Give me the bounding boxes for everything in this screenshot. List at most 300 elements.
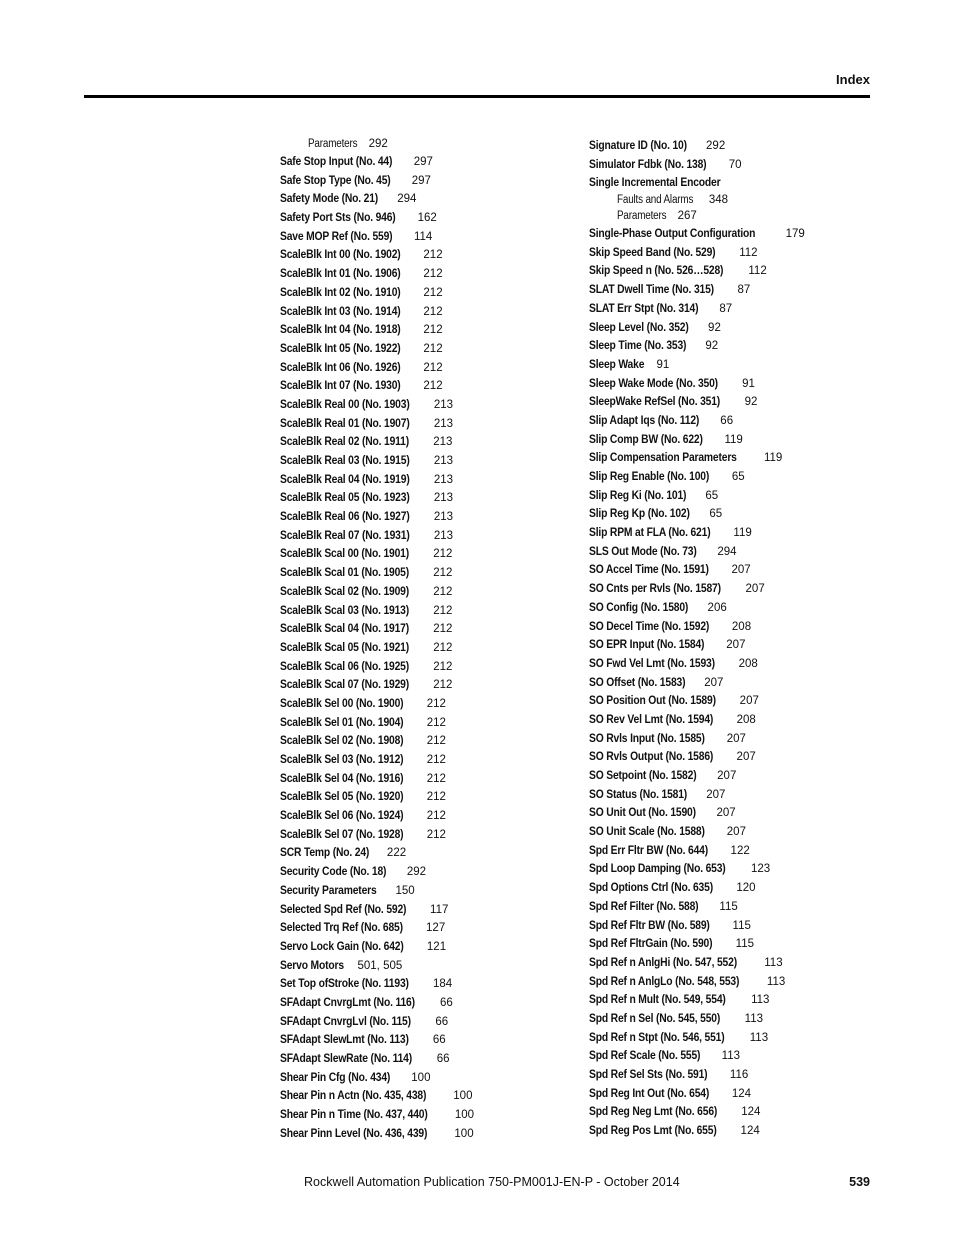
index-entry xyxy=(589,1065,889,1084)
index-entry xyxy=(589,822,889,841)
index-term: Simulator Fdbk (No. 138) xyxy=(589,156,707,171)
index-term: SO Offset (No. 1583) xyxy=(589,674,686,689)
index-page-ref[interactable]: 212 xyxy=(430,679,453,692)
index-term: Spd Ref Sel Sts (No. 591) xyxy=(589,1067,708,1081)
index-page-ref[interactable]: 212 xyxy=(423,810,446,823)
index-term: ScaleBlk Int 01 (No. 1906) xyxy=(280,266,401,281)
index-entry xyxy=(589,299,889,318)
index-page-ref[interactable]: 294 xyxy=(394,193,417,206)
index-term: ScaleBlk Real 05 (No. 1923) xyxy=(280,490,410,505)
index-page-ref[interactable]: 212 xyxy=(423,828,446,841)
index-page-ref[interactable]: 120 xyxy=(733,882,756,895)
index-page-ref[interactable]: 162 xyxy=(414,212,437,225)
index-page-ref[interactable]: 119 xyxy=(760,452,783,465)
index-term: SO Fwd Vel Lmt (No. 1593) xyxy=(589,655,715,670)
index-page-ref[interactable]: 212 xyxy=(420,268,443,281)
index-page-ref[interactable]: 212 xyxy=(420,324,443,337)
index-page-ref[interactable]: 212 xyxy=(423,697,446,710)
index-page-ref[interactable]: 91 xyxy=(653,358,670,371)
index-page-ref[interactable]: 292 xyxy=(702,140,726,152)
index-column-left xyxy=(280,136,580,1142)
index-entry xyxy=(589,224,889,243)
index-page-ref[interactable]: 112 xyxy=(745,265,767,278)
index-page-ref[interactable]: 114 xyxy=(410,230,433,243)
index-page-ref[interactable]: 121 xyxy=(423,940,447,953)
index-page-ref[interactable]: 65 xyxy=(702,489,719,502)
index-entry xyxy=(280,1049,580,1068)
index-term: Safety Port Sts (No. 946) xyxy=(280,210,396,225)
index-page-ref[interactable]: 117 xyxy=(426,903,449,916)
index-term: Security Code (No. 18) xyxy=(280,864,387,879)
index-entry xyxy=(280,937,580,956)
index-page-ref[interactable]: 92 xyxy=(704,321,721,334)
index-entry xyxy=(280,563,580,582)
index-term: ScaleBlk Sel 07 (No. 1928) xyxy=(280,826,404,841)
index-entry xyxy=(589,430,889,449)
index-term: Slip Reg Kp (No. 102) xyxy=(589,506,690,521)
index-page-ref[interactable]: 501, 505 xyxy=(354,959,403,972)
index-term: Spd Ref n AnlgLo (No. 548, 553) xyxy=(589,973,740,988)
index-term: Safe Stop Input (No. 44) xyxy=(280,154,393,168)
index-term: Faults and Alarms xyxy=(617,194,694,207)
index-page-ref[interactable]: 113 xyxy=(741,1012,763,1025)
index-entry xyxy=(589,617,889,636)
header-rule xyxy=(84,95,870,98)
index-term: ScaleBlk Sel 00 (No. 1900) xyxy=(280,695,404,710)
index-page-ref[interactable]: 212 xyxy=(420,342,443,355)
index-entry xyxy=(589,729,889,748)
index-page-ref[interactable]: 66 xyxy=(429,1034,446,1047)
index-page-ref[interactable]: 100 xyxy=(450,1090,473,1103)
index-entry xyxy=(280,1124,580,1143)
index-entry xyxy=(589,374,889,393)
index-entry xyxy=(589,953,889,972)
index-page-ref[interactable]: 66 xyxy=(436,996,453,1009)
index-entry xyxy=(589,1028,889,1047)
index-term: Spd Ref Fltr BW (No. 589) xyxy=(589,917,710,932)
index-entry xyxy=(280,544,580,563)
index-page-ref[interactable]: 212 xyxy=(430,641,453,654)
index-term: Parameters xyxy=(308,138,358,150)
index-term: SO Unit Scale (No. 1588) xyxy=(589,824,705,839)
index-entry xyxy=(280,189,580,208)
index-page-ref[interactable]: 91 xyxy=(738,377,755,390)
index-entry xyxy=(280,769,580,788)
index-entry xyxy=(280,582,580,601)
index-term: ScaleBlk Sel 05 (No. 1920) xyxy=(280,789,404,804)
index-page-ref[interactable]: 66 xyxy=(432,1015,449,1028)
index-page-ref[interactable]: 212 xyxy=(420,286,443,299)
index-entry xyxy=(589,785,889,804)
index-term: ScaleBlk Real 06 (No. 1927) xyxy=(280,509,410,524)
index-page-ref[interactable]: 294 xyxy=(714,545,737,558)
index-term: Shear Pin n Time (No. 437, 440) xyxy=(280,1107,428,1122)
index-page-ref[interactable]: 212 xyxy=(423,772,446,785)
index-term: Sleep Time (No. 353) xyxy=(589,338,687,353)
index-term: Sleep Wake xyxy=(589,356,645,371)
page-number: 539 xyxy=(849,1175,870,1189)
index-term: ScaleBlk Real 07 (No. 1931) xyxy=(280,527,410,542)
index-page-ref[interactable]: 212 xyxy=(430,548,453,561)
index-term: ScaleBlk Scal 05 (No. 1921) xyxy=(280,639,410,654)
index-entry xyxy=(589,280,889,299)
index-entry xyxy=(280,750,580,769)
index-page-ref[interactable]: 213 xyxy=(430,436,453,449)
index-page-ref[interactable]: 127 xyxy=(422,922,446,935)
index-page-ref[interactable]: 212 xyxy=(430,623,453,636)
index-page-ref[interactable]: 207 xyxy=(742,583,765,596)
index-entry xyxy=(280,432,580,451)
index-page-ref[interactable]: 213 xyxy=(430,398,454,411)
index-term: Skip Speed n (No. 526…528) xyxy=(589,263,724,278)
index-term: Spd Options Ctrl (No. 635) xyxy=(589,880,713,895)
index-term: SFAdapt SlewRate (No. 114) xyxy=(280,1051,413,1065)
index-term: Slip Adapt Iqs (No. 112) xyxy=(589,412,700,427)
index-term: SO Decel Time (No. 1592) xyxy=(589,618,710,633)
index-page-ref[interactable]: 179 xyxy=(782,228,805,241)
index-page-ref[interactable]: 100 xyxy=(451,1127,474,1140)
index-term: Servo Lock Gain (No. 642) xyxy=(280,938,404,953)
index-subentry xyxy=(589,208,889,224)
index-entry xyxy=(280,152,580,171)
index-term: ScaleBlk Int 04 (No. 1918) xyxy=(280,322,401,337)
index-entry xyxy=(589,859,889,878)
index-page-ref[interactable]: 213 xyxy=(430,455,454,467)
index-page-ref[interactable]: 213 xyxy=(430,492,454,505)
index-entry xyxy=(280,339,580,358)
index-entry xyxy=(280,1105,580,1124)
index-entry xyxy=(280,918,580,937)
index-term: SO Status (No. 1581) xyxy=(589,786,688,801)
index-term: ScaleBlk Real 01 (No. 1907) xyxy=(280,415,410,430)
index-entry xyxy=(589,990,889,1009)
index-page-ref[interactable]: 207 xyxy=(701,676,724,689)
index-page-ref[interactable]: 184 xyxy=(429,978,453,991)
index-page-ref[interactable]: 208 xyxy=(728,620,752,633)
index-entry xyxy=(589,504,889,523)
index-page-ref[interactable]: 119 xyxy=(721,433,743,446)
index-term: ScaleBlk Scal 03 (No. 1913) xyxy=(280,602,410,617)
index-entry xyxy=(280,862,580,881)
index-term: Spd Ref n AnlgHi (No. 547, 552) xyxy=(589,954,737,969)
index-page-ref[interactable]: 208 xyxy=(733,713,756,726)
index-entry xyxy=(280,806,580,825)
index-term: SO Unit Out (No. 1590) xyxy=(589,805,696,820)
index-page-ref[interactable]: 150 xyxy=(392,884,415,897)
index-term: Signature ID (No. 10) xyxy=(589,138,687,152)
index-term: SLS Out Mode (No. 73) xyxy=(589,543,697,558)
index-entry xyxy=(589,261,889,280)
index-entry xyxy=(589,523,889,542)
index-page-ref[interactable]: 112 xyxy=(736,246,758,259)
index-entry xyxy=(280,787,580,806)
index-term: ScaleBlk Int 02 (No. 1910) xyxy=(280,284,401,299)
index-term: ScaleBlk Scal 02 (No. 1909) xyxy=(280,583,410,598)
index-entry xyxy=(280,881,580,900)
index-entry xyxy=(589,916,889,935)
index-page-ref[interactable]: 213 xyxy=(430,511,454,524)
index-term: ScaleBlk Scal 07 (No. 1929) xyxy=(280,677,410,692)
index-entry xyxy=(589,173,889,192)
index-entry xyxy=(280,619,580,638)
index-page-ref[interactable]: 207 xyxy=(713,807,736,820)
index-term: Spd Ref n Mult (No. 549, 554) xyxy=(589,992,726,1007)
index-page-ref[interactable]: 65 xyxy=(728,471,745,483)
index-term: Selected Spd Ref (No. 592) xyxy=(280,901,407,916)
index-entry xyxy=(589,1121,889,1140)
index-term: ScaleBlk Scal 01 (No. 1905) xyxy=(280,565,410,580)
index-entry xyxy=(280,470,580,489)
index-entry xyxy=(280,657,580,676)
index-page-ref[interactable]: 212 xyxy=(420,361,443,374)
index-entry xyxy=(280,283,580,302)
index-column-right xyxy=(589,136,889,1140)
index-page-ref[interactable]: 113 xyxy=(747,994,770,1007)
index-term: SO Rvls Input (No. 1585) xyxy=(589,730,705,745)
index-term: ScaleBlk Int 07 (No. 1930) xyxy=(280,378,401,393)
index-entry xyxy=(280,993,580,1012)
index-page-ref[interactable]: 222 xyxy=(383,847,407,860)
index-entry xyxy=(589,355,889,374)
index-page-ref[interactable]: 100 xyxy=(451,1109,475,1122)
index-entry xyxy=(280,675,580,694)
index-page-ref[interactable]: 113 xyxy=(746,1031,769,1044)
index-term: Slip Compensation Parameters xyxy=(589,450,737,465)
index-term: SFAdapt CnvrgLvl (No. 115) xyxy=(280,1013,411,1028)
index-page-ref[interactable]: 92 xyxy=(741,396,758,409)
index-term: SO Position Out (No. 1589) xyxy=(589,693,716,708)
index-term: ScaleBlk Sel 03 (No. 1912) xyxy=(280,752,404,766)
index-subentry xyxy=(280,136,580,152)
index-term: ScaleBlk Real 02 (No. 1911) xyxy=(280,434,410,449)
index-page-ref[interactable]: 292 xyxy=(403,866,427,879)
index-term: ScaleBlk Sel 02 (No. 1908) xyxy=(280,733,404,748)
index-entry xyxy=(589,803,889,822)
index-term: ScaleBlk Sel 04 (No. 1916) xyxy=(280,770,404,785)
index-term: Save MOP Ref (No. 559) xyxy=(280,228,393,243)
index-entry xyxy=(589,972,889,991)
index-entry xyxy=(280,601,580,620)
index-page-ref[interactable]: 212 xyxy=(430,660,453,673)
index-term: Spd Ref n Stpt (No. 546, 551) xyxy=(589,1029,725,1044)
index-page-ref[interactable]: 123 xyxy=(747,863,771,876)
index-page-ref[interactable]: 87 xyxy=(716,302,733,315)
index-page-ref[interactable]: 212 xyxy=(423,791,446,804)
index-entry xyxy=(280,956,580,975)
index-page-ref[interactable]: 212 xyxy=(423,754,446,766)
index-page-ref[interactable]: 92 xyxy=(702,340,719,353)
index-term: ScaleBlk Int 05 (No. 1922) xyxy=(280,340,401,355)
index-entry xyxy=(589,766,889,785)
index-page-ref[interactable]: 267 xyxy=(674,210,697,223)
index-entry xyxy=(280,1012,580,1031)
index-term: Slip Reg Ki (No. 101) xyxy=(589,487,687,502)
index-entry xyxy=(589,411,889,430)
index-term: SO Config (No. 1580) xyxy=(589,599,689,614)
index-term: SFAdapt CnvrgLmt (No. 116) xyxy=(280,994,415,1009)
index-entry xyxy=(589,841,889,860)
index-page-ref[interactable]: 213 xyxy=(430,417,454,430)
index-entry xyxy=(589,710,889,729)
index-page-ref[interactable]: 212 xyxy=(430,567,453,580)
index-page-ref[interactable]: 348 xyxy=(705,194,729,207)
index-page-ref[interactable]: 87 xyxy=(734,284,751,297)
index-term: Spd Ref n Sel (No. 545, 550) xyxy=(589,1010,721,1025)
index-term: SLAT Dwell Time (No. 315) xyxy=(589,282,714,297)
index-entry xyxy=(589,448,889,467)
index-page-ref[interactable]: 70 xyxy=(725,158,742,171)
index-page-ref[interactable]: 119 xyxy=(730,527,752,540)
index-term: Servo Motors xyxy=(280,957,344,972)
index-page-ref[interactable]: 213 xyxy=(430,473,454,486)
index-page-ref[interactable]: 115 xyxy=(729,919,751,932)
index-entry xyxy=(589,318,889,337)
index-entry xyxy=(589,747,889,766)
index-entry xyxy=(280,507,580,526)
index-entry xyxy=(280,264,580,283)
index-page-ref[interactable]: 292 xyxy=(365,138,388,150)
index-page-ref[interactable]: 207 xyxy=(736,695,759,708)
index-page-ref[interactable]: 115 xyxy=(716,900,738,913)
index-term: ScaleBlk Sel 01 (No. 1904) xyxy=(280,714,404,729)
index-term: Slip RPM at FLA (No. 621) xyxy=(589,525,711,540)
index-term: Spd Loop Damping (No. 653) xyxy=(589,861,726,876)
index-entry xyxy=(280,694,580,713)
index-term: SleepWake RefSel (No. 351) xyxy=(589,394,721,409)
index-entry xyxy=(589,542,889,561)
index-term: SFAdapt SlewLmt (No. 113) xyxy=(280,1032,409,1047)
index-page-ref[interactable]: 124 xyxy=(728,1087,752,1100)
index-page-ref[interactable]: 208 xyxy=(735,657,758,670)
index-page-ref[interactable]: 212 xyxy=(420,380,443,393)
index-term: ScaleBlk Int 03 (No. 1914) xyxy=(280,303,401,318)
index-term: Spd Ref Filter (No. 588) xyxy=(589,898,699,913)
index-page-ref[interactable]: 212 xyxy=(423,716,446,729)
index-entry xyxy=(280,395,580,414)
index-term: Sleep Wake Mode (No. 350) xyxy=(589,375,718,390)
index-page-ref[interactable]: 206 xyxy=(704,601,727,614)
index-page-ref[interactable]: 212 xyxy=(420,305,443,318)
index-term: Spd Reg Pos Lmt (No. 655) xyxy=(589,1123,717,1138)
index-term: Slip Comp BW (No. 622) xyxy=(589,431,703,446)
index-term: Shear Pin Cfg (No. 434) xyxy=(280,1069,391,1084)
index-term: SO Setpoint (No. 1582) xyxy=(589,768,697,782)
index-page-ref[interactable]: 122 xyxy=(727,844,750,857)
index-term: Spd Err Fltr BW (No. 644) xyxy=(589,842,708,857)
index-entry xyxy=(280,245,580,264)
header-title: Index xyxy=(836,72,870,87)
index-page-ref[interactable]: 207 xyxy=(728,564,751,577)
index-page-ref[interactable]: 113 xyxy=(718,1050,740,1063)
index-term: Spd Ref FltrGain (No. 590) xyxy=(589,936,713,951)
index-term: SO Accel Time (No. 1591) xyxy=(589,562,709,577)
index-term: Parameters xyxy=(617,210,667,223)
index-entry xyxy=(280,171,580,190)
index-entry xyxy=(589,392,889,411)
index-entry xyxy=(280,488,580,507)
index-term: Sleep Level (No. 352) xyxy=(589,319,689,334)
index-term: Skip Speed Band (No. 529) xyxy=(589,244,716,259)
index-page-ref[interactable]: 113 xyxy=(761,956,783,969)
index-page-ref[interactable]: 212 xyxy=(420,249,443,262)
index-term: ScaleBlk Real 00 (No. 1903) xyxy=(280,396,410,411)
index-entry xyxy=(280,358,580,377)
index-term: SO EPR Input (No. 1584) xyxy=(589,637,705,652)
index-term: Single-Phase Output Configuration xyxy=(589,226,756,241)
index-term: ScaleBlk Real 04 (No. 1919) xyxy=(280,471,410,486)
index-page-ref[interactable]: 124 xyxy=(738,1106,761,1119)
index-entry xyxy=(280,526,580,545)
index-entry xyxy=(589,1046,889,1065)
index-page-ref[interactable]: 66 xyxy=(433,1053,450,1065)
index-page-ref[interactable]: 297 xyxy=(408,174,431,187)
index-entry xyxy=(589,136,889,155)
index-page-ref[interactable]: 297 xyxy=(410,156,433,168)
index-page-ref[interactable]: 212 xyxy=(423,735,446,748)
index-entry xyxy=(280,302,580,321)
index-entry xyxy=(589,486,889,505)
index-page-ref[interactable]: 113 xyxy=(763,975,786,988)
index-page-ref[interactable]: 207 xyxy=(723,732,746,745)
index-subentry xyxy=(589,192,889,208)
index-entry xyxy=(280,843,580,862)
index-page-ref[interactable]: 115 xyxy=(732,938,755,951)
index-entry xyxy=(280,1030,580,1049)
index-term: Single Incremental Encoder xyxy=(589,175,721,190)
index-page-ref[interactable]: 207 xyxy=(713,770,737,782)
index-term: Spd Ref Scale (No. 555) xyxy=(589,1048,701,1063)
index-entry xyxy=(589,654,889,673)
index-entry xyxy=(589,598,889,617)
index-term: Safe Stop Type (No. 45) xyxy=(280,172,391,187)
index-entry xyxy=(280,208,580,227)
index-page-ref[interactable]: 212 xyxy=(430,604,453,617)
index-page-ref[interactable]: 116 xyxy=(726,1069,749,1081)
index-entry xyxy=(589,1009,889,1028)
index-entry xyxy=(589,560,889,579)
index-entry xyxy=(280,713,580,732)
index-page-ref[interactable]: 212 xyxy=(430,585,453,598)
index-page-ref[interactable]: 124 xyxy=(737,1125,760,1138)
index-term: SO Rev Vel Lmt (No. 1594) xyxy=(589,711,714,726)
index-entry xyxy=(280,227,580,246)
index-term: Shear Pinn Level (No. 436, 439) xyxy=(280,1125,428,1140)
index-entry xyxy=(589,336,889,355)
index-term: Safety Mode (No. 21) xyxy=(280,191,379,206)
index-page-ref[interactable]: 65 xyxy=(706,508,723,521)
index-entry xyxy=(589,635,889,654)
index-page-ref[interactable]: 213 xyxy=(430,529,454,542)
index-term: Slip Reg Enable (No. 100) xyxy=(589,469,710,483)
index-term: ScaleBlk Sel 06 (No. 1924) xyxy=(280,808,404,823)
index-entry xyxy=(280,825,580,844)
index-entry xyxy=(589,673,889,692)
index-page-ref[interactable]: 100 xyxy=(408,1071,431,1084)
index-page-ref[interactable]: 207 xyxy=(703,788,726,801)
index-page-ref[interactable]: 207 xyxy=(723,826,746,839)
index-entry xyxy=(589,691,889,710)
index-page-ref[interactable]: 66 xyxy=(717,414,734,427)
index-term: SO Rvls Output (No. 1586) xyxy=(589,749,714,764)
index-entry xyxy=(589,878,889,897)
index-term: Security Parameters xyxy=(280,882,377,897)
index-entry xyxy=(280,451,580,470)
index-entry xyxy=(589,934,889,953)
index-entry xyxy=(589,155,889,174)
index-page-ref[interactable]: 207 xyxy=(723,639,746,652)
index-page-ref[interactable]: 207 xyxy=(733,751,756,764)
index-entry xyxy=(589,243,889,262)
